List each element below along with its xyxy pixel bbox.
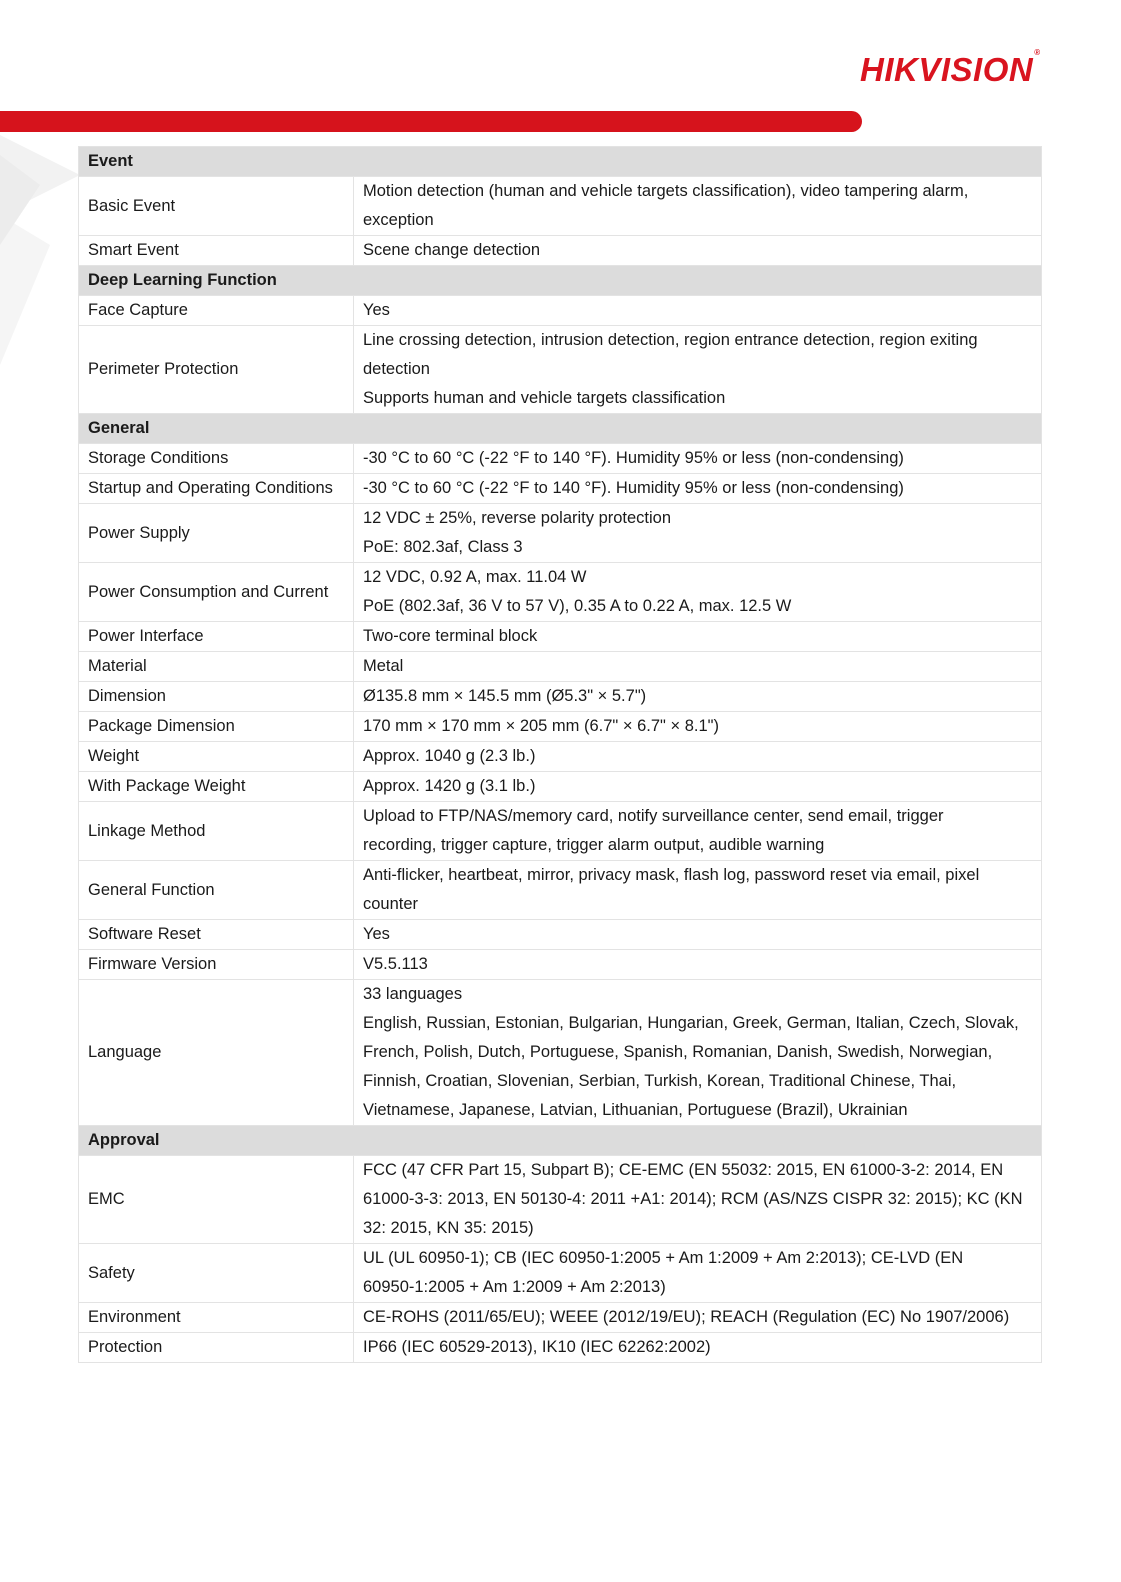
spec-value xyxy=(354,1156,1042,1244)
spec-value-line: Two-core terminal block xyxy=(363,627,538,645)
spec-value-line: 60950-1:2005 + Am 1:2009 + Am 2:2013) xyxy=(363,1278,666,1296)
spec-value-line: V5.5.113 xyxy=(363,955,428,973)
spec-row-startup-and-operating-conditions xyxy=(79,474,1042,504)
spec-value xyxy=(354,712,1042,742)
spec-row-storage-conditions xyxy=(79,444,1042,474)
spec-value-line: Yes xyxy=(363,925,390,943)
spec-label: Linkage Method xyxy=(79,802,354,861)
spec-row-smart-event xyxy=(79,236,1042,266)
spec-label: Environment xyxy=(79,1303,354,1333)
spec-label: Protection xyxy=(79,1333,354,1363)
section-title: General xyxy=(79,414,1042,444)
spec-value-line: Yes xyxy=(363,301,390,319)
spec-value-line: Anti-flicker, heartbeat, mirror, privacy mask, flash log, password reset via email, pixel xyxy=(363,866,980,884)
spec-row-with-package-weight xyxy=(79,772,1042,802)
spec-value xyxy=(354,474,1042,504)
spec-label: Storage Conditions xyxy=(79,444,354,474)
spec-value xyxy=(354,1244,1042,1303)
registered-mark: ® xyxy=(1034,48,1041,57)
spec-label: Dimension xyxy=(79,682,354,712)
spec-value-line: -30 °C to 60 °C (-22 °F to 140 °F). Humidity 95% or less (non-condensing) xyxy=(363,449,904,467)
spec-value-line: detection xyxy=(363,360,430,378)
section-header-approval xyxy=(79,1126,1042,1156)
spec-row-power-supply xyxy=(79,504,1042,563)
spec-row-dimension xyxy=(79,682,1042,712)
spec-value-line: PoE (802.3af, 36 V to 57 V), 0.35 A to 0.22 A, max. 12.5 W xyxy=(363,597,792,615)
spec-row-linkage-method xyxy=(79,802,1042,861)
section-title: Deep Learning Function xyxy=(79,266,1042,296)
spec-value-line: Approx. 1040 g (2.3 lb.) xyxy=(363,747,536,765)
spec-value-line: Finnish, Croatian, Slovenian, Serbian, Turkish, Korean, Traditional Chinese, Thai, xyxy=(363,1072,957,1090)
spec-label: Basic Event xyxy=(79,177,354,236)
section-header-general xyxy=(79,414,1042,444)
hikvision-logo xyxy=(860,44,1070,90)
spec-label: With Package Weight xyxy=(79,772,354,802)
spec-value xyxy=(354,236,1042,266)
spec-value xyxy=(354,802,1042,861)
spec-row-face-capture xyxy=(79,296,1042,326)
spec-value-line: 33 languages xyxy=(363,985,463,1003)
spec-table xyxy=(78,146,1042,1363)
spec-row-protection xyxy=(79,1333,1042,1363)
spec-value-line: PoE: 802.3af, Class 3 xyxy=(363,538,523,556)
section-header-event xyxy=(79,147,1042,177)
spec-row-package-dimension xyxy=(79,712,1042,742)
spec-value xyxy=(354,920,1042,950)
spec-table-body xyxy=(79,147,1042,1363)
spec-row-weight xyxy=(79,742,1042,772)
spec-row-language xyxy=(79,980,1042,1126)
spec-value-line: counter xyxy=(363,895,419,913)
spec-value-line: Approx. 1420 g (3.1 lb.) xyxy=(363,777,536,795)
header-red-bar xyxy=(0,111,862,132)
spec-value-line: 32: 2015, KN 35: 2015) xyxy=(363,1219,534,1237)
spec-row-material xyxy=(79,652,1042,682)
spec-label: Weight xyxy=(79,742,354,772)
spec-value xyxy=(354,742,1042,772)
spec-value xyxy=(354,622,1042,652)
spec-row-power-consumption-and-current xyxy=(79,563,1042,622)
spec-label: Smart Event xyxy=(79,236,354,266)
spec-label: Power Interface xyxy=(79,622,354,652)
spec-label: Material xyxy=(79,652,354,682)
spec-value-line: Motion detection (human and vehicle targets classification), video tampering alarm, xyxy=(363,182,969,200)
spec-label: EMC xyxy=(79,1156,354,1244)
spec-value xyxy=(354,1333,1042,1363)
section-title: Approval xyxy=(79,1126,1042,1156)
spec-value xyxy=(354,652,1042,682)
spec-value xyxy=(354,950,1042,980)
spec-label: Power Consumption and Current xyxy=(79,563,354,622)
spec-row-emc xyxy=(79,1156,1042,1244)
spec-label: Package Dimension xyxy=(79,712,354,742)
spec-row-software-reset xyxy=(79,920,1042,950)
spec-label: Face Capture xyxy=(79,296,354,326)
spec-value xyxy=(354,444,1042,474)
spec-row-power-interface xyxy=(79,622,1042,652)
spec-value-line: Supports human and vehicle targets classification xyxy=(363,389,726,407)
spec-value-line: English, Russian, Estonian, Bulgarian, Hungarian, Greek, German, Italian, Czech, Slovak, xyxy=(363,1014,1019,1032)
spec-value xyxy=(354,1303,1042,1333)
spec-value xyxy=(354,563,1042,622)
spec-value-line: recording, trigger capture, trigger alarm output, audible warning xyxy=(363,836,825,854)
spec-value xyxy=(354,980,1042,1126)
spec-label: Firmware Version xyxy=(79,950,354,980)
spec-label: Software Reset xyxy=(79,920,354,950)
spec-value-line: Vietnamese, Japanese, Latvian, Lithuanian, Portuguese (Brazil), Ukrainian xyxy=(363,1101,908,1119)
spec-value-line: FCC (47 CFR Part 15, Subpart B); CE-EMC (EN 55032: 2015, EN 61000-3-2: 2014, EN xyxy=(363,1161,1004,1179)
spec-value-line: Ø135.8 mm × 145.5 mm (Ø5.3" × 5.7") xyxy=(363,687,647,705)
spec-label: Power Supply xyxy=(79,504,354,563)
spec-value-line: Scene change detection xyxy=(363,241,541,259)
spec-value xyxy=(354,682,1042,712)
spec-value-line: 170 mm × 170 mm × 205 mm (6.7" × 6.7" × 8.1") xyxy=(363,717,719,735)
spec-label: General Function xyxy=(79,861,354,920)
spec-value-line: exception xyxy=(363,211,434,229)
spec-value-line: UL (UL 60950-1); CB (IEC 60950-1:2005 + Am 1:2009 + Am 2:2013); CE-LVD (EN xyxy=(363,1249,964,1267)
spec-label: Safety xyxy=(79,1244,354,1303)
spec-row-perimeter-protection xyxy=(79,326,1042,414)
spec-value-line: French, Polish, Dutch, Portuguese, Spanish, Romanian, Danish, Swedish, Norwegian, xyxy=(363,1043,993,1061)
spec-value-line: 61000-3-3: 2013, EN 50130-4: 2011 +A1: 2014); RCM (AS/NZS CISPR 32: 2015); KC (KN xyxy=(363,1190,1023,1208)
section-title: Event xyxy=(79,147,1042,177)
spec-value xyxy=(354,296,1042,326)
spec-value xyxy=(354,326,1042,414)
logo-text: HIKVISION xyxy=(860,51,1034,88)
spec-row-environment xyxy=(79,1303,1042,1333)
spec-row-safety xyxy=(79,1244,1042,1303)
decorative-watermark-shape xyxy=(0,135,80,365)
spec-value xyxy=(354,772,1042,802)
spec-row-general-function xyxy=(79,861,1042,920)
spec-value xyxy=(354,861,1042,920)
spec-label: Language xyxy=(79,980,354,1126)
section-header-deep-learning-function xyxy=(79,266,1042,296)
spec-value xyxy=(354,177,1042,236)
spec-value-line: 12 VDC, 0.92 A, max. 11.04 W xyxy=(363,568,587,586)
spec-row-basic-event xyxy=(79,177,1042,236)
spec-value xyxy=(354,504,1042,563)
spec-label: Startup and Operating Conditions xyxy=(79,474,354,504)
spec-row-firmware-version xyxy=(79,950,1042,980)
spec-label: Perimeter Protection xyxy=(79,326,354,414)
spec-value-line: IP66 (IEC 60529-2013), IK10 (IEC 62262:2002) xyxy=(363,1338,711,1356)
spec-value-line: Line crossing detection, intrusion detection, region entrance detection, region exiting xyxy=(363,331,978,349)
spec-value-line: CE-ROHS (2011/65/EU); WEEE (2012/19/EU); REACH (Regulation (EC) No 1907/2006) xyxy=(363,1308,1010,1326)
spec-value-line: 12 VDC ± 25%, reverse polarity protection xyxy=(363,509,672,527)
spec-value-line: -30 °C to 60 °C (-22 °F to 140 °F). Humidity 95% or less (non-condensing) xyxy=(363,479,904,497)
spec-value-line: Metal xyxy=(363,657,404,675)
spec-value-line: Upload to FTP/NAS/memory card, notify surveillance center, send email, trigger xyxy=(363,807,944,825)
